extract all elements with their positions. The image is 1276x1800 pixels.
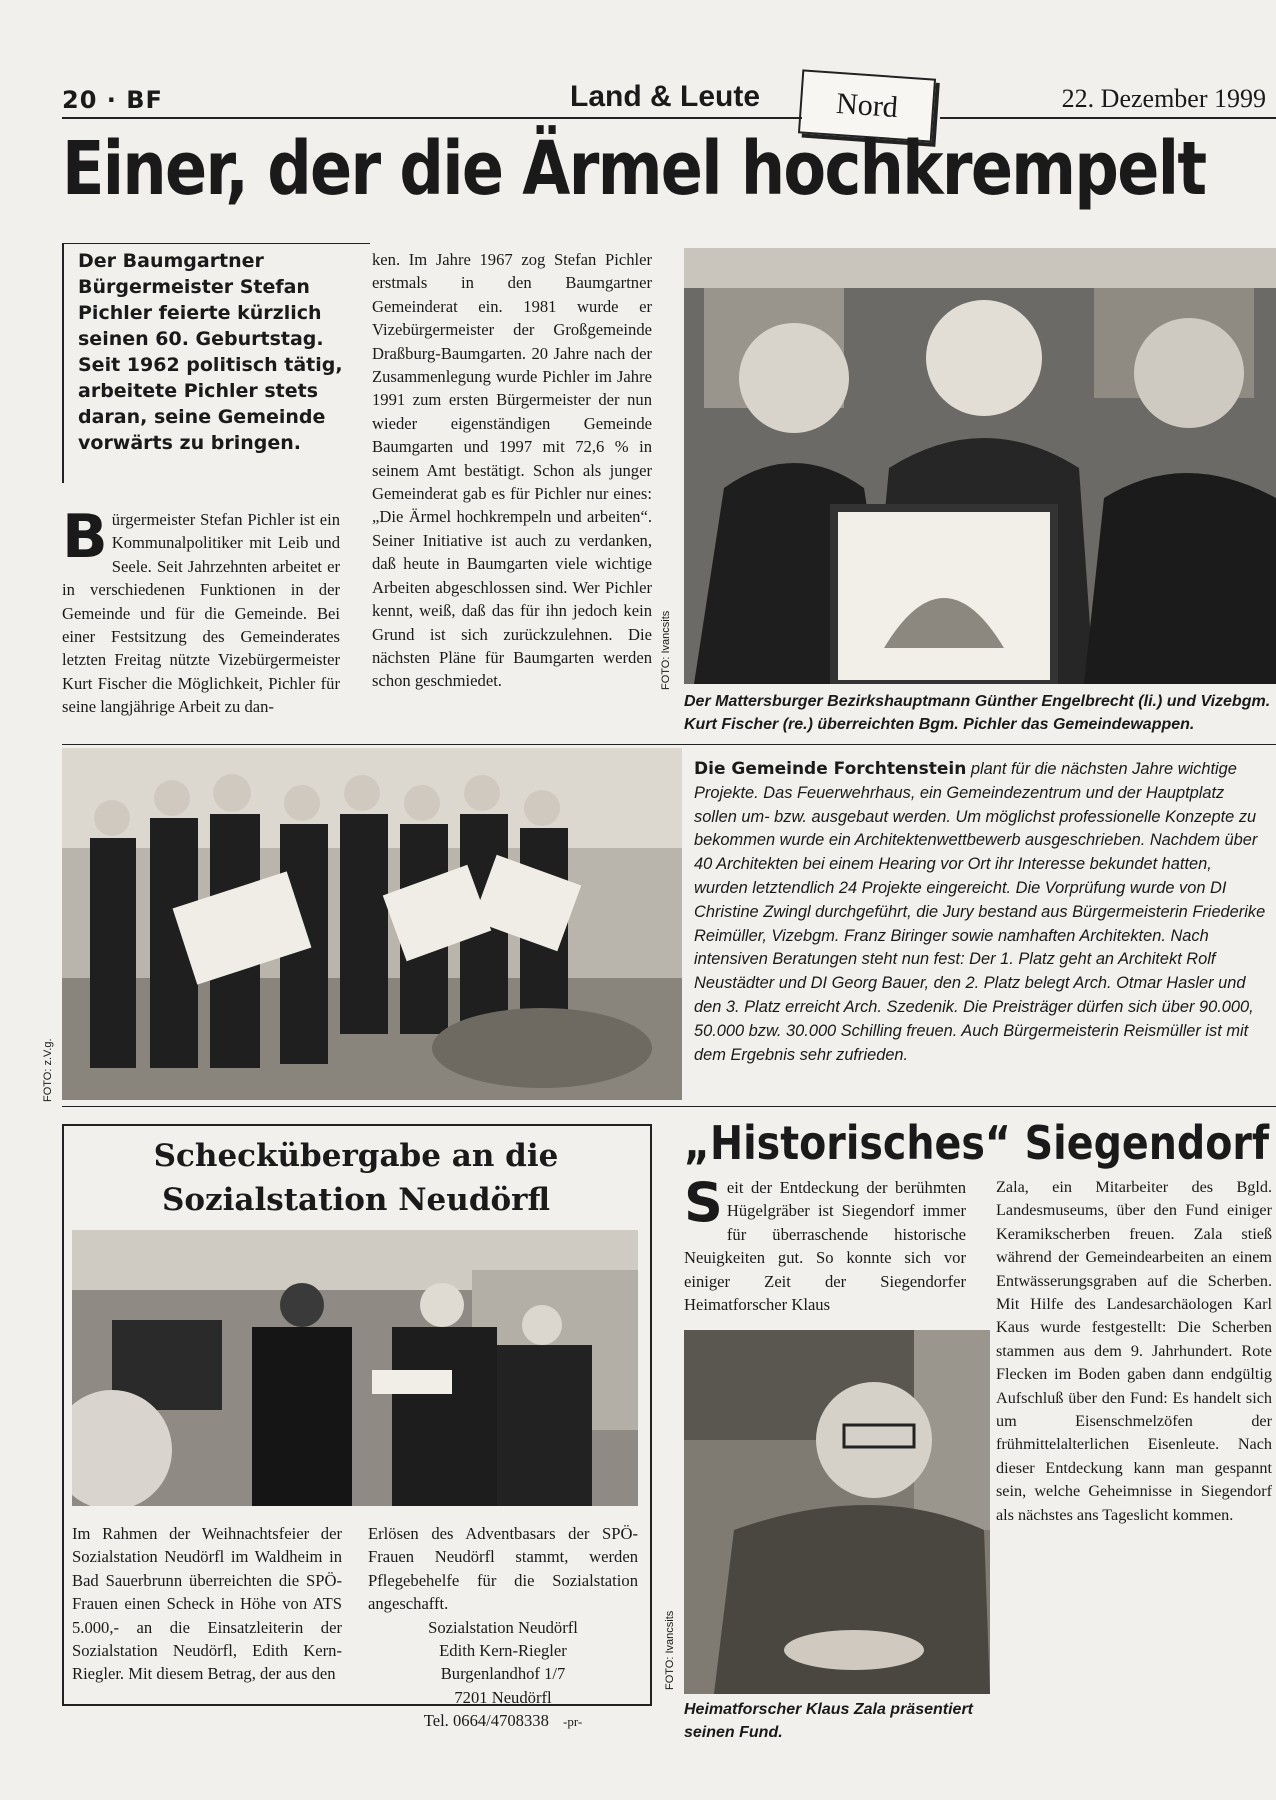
article3-title [64,1134,648,1222]
article2-text [694,758,1270,1067]
address-phone: Tel. 0664/4708338 [423,1711,549,1731]
architects-photo-image [62,748,682,1100]
mayor-photo-image [684,248,1276,684]
article3-address [368,1616,638,1734]
architects-photo [62,748,682,1100]
article1-headline: Einer, der die Ärmel hochkrempelt [62,126,1206,212]
article2-body: plant für die nächsten Jahre wichtige Projekte. Das Feuerwehrhaus, ein Gemeindezentrum und der Hauptplatz sollen um- bzw. ausgebaut werden. Um möglichst professionelle Konzepte zu bekommen wurde ein Architektenwettbewerb ausgeschrieben. Nachdem über 40 Architekten bei einem Hearing vor Ort ihr Interesse bekundet hatten, wurden letztendlich 24 Projekte eingereicht. Die Vorprüfung wurde von DI Christine Zwingl durchgeführt, die Jury bestand aus Bürgermeisterin Friederike Reimüller, Vizebgm. Franz Biringer sowie namhaften Architekten. Nach intensiven Beratungen steht nun fest: Der 1. Platz geht an Architekt Rolf Neustädter und DI Georg Bauer, den 2. Platz belegt Arch. Otmar Hasler und den 3. Platz erreicht Arch. Szedenik. Die Preisträger dürfen sich über 90.000, 50.000 bzw. 30.000 Schilling freuen. Auch Bürgermeisterin Reismüller ist mit dem Ergebnis sehr zufrieden. [694,760,1266,1064]
article4-column-2: Zala, ein Mitarbeiter des Bgld. Landesmuseums, über den Fund einiger Keramikscherben freuen. Zala stieß während der Gemeindearbeiten an einem Entwässerungsgraben auf die Scherben. Mit Hilfe des Landesarchäologen Karl Kaus wurde festgestellt: Die Scherben stammen aus dem 9. Jahrhundert. Rote Flecken im Boden gaben dann endgültig Aufschluß über den Fund: Es handelt sich um Eisenschmelzöfen der frühmittelalterlichen Eisenleute. Nach dieser Entdeckung kann man gespannt sein, welche Geheimnisse in Siegendorf als nächstes ans Tageslicht kommen. [996,1178,1272,1524]
article1-lead: Der Baumgartner Bürgermeister Stefan Pichler feierte kürzlich seinen 60. Geburtstag. Seit 1962 politisch tätig, arbeitete Pichler stets daran, seine Gemeinde vorwärts zu bringen. [78,250,343,454]
header-rule-left [62,117,802,119]
article4-column-1 [684,1171,966,1316]
article1-column-1 [62,502,340,719]
section-rule-2 [62,1106,1276,1107]
issue-date: 22. Dezember 1999 [1061,84,1266,113]
cheque-photo-image [72,1230,638,1506]
address-line-2: Edith Kern-Riegler [439,1641,567,1661]
article1-photo-credit: FOTO: Ivancsits [660,610,672,690]
article1-column-2 [372,248,652,693]
article3-column-1: Im Rahmen der Weihnachtsfeier der Sozialstation Neudörfl im Waldheim in Bad Sauerbrunn überreichten die SPÖ-Frauen einen Scheck in Höhe von ATS 5.000,- an die Einsatzleiterin der Sozialstation Neudörfl, Edith Kern-Riegler. Mit diesem Betrag, der aus den [72,1524,342,1684]
zala-photo [684,1330,990,1694]
article4-dropcap: S [684,1171,723,1234]
address-line-1: Sozialstation Neudörfl [428,1617,578,1637]
article1-col2-text: ken. Im Jahre 1967 zog Stefan Pichler erstmals in den Baumgartner Gemeinderat ein. 1981 wurde er Vizebürgermeister der Großgemeinde Draßburg-Baumgarten. 20 Jahre nach der Zusammenlegung wurde Pichler im Jahre 1991 zum ersten Bürgermeister der nun wieder eigenständigen Gemeinde Baumgarten und 1997 mit 72,6 % in seinem Amt bestätigt. Schon als junger Gemeinderat gab es für Pichler nur eines: „Die Ärmel hochkrempeln und arbeiten“. Seiner Initiative ist auch zu verdanken, daß heute in Baumgarten viele wichtige Arbeiten abgeschlossen sind. Wer Pichler kennt, weiß, daß das für ihn jedoch kein Grund ist sich zurückzulehnen. Die nächsten Pläne für Baumgarten werden schon geschmiedet. [372,250,652,691]
address-line-4: 7201 Neudörfl [454,1687,552,1707]
article2-title: Die Gemeinde Forchtenstein [694,759,967,779]
article4-photo-caption: Heimatforscher Klaus Zala präsentiert seinen Fund. [684,1701,973,1741]
lead-rule [62,243,370,244]
article3-title-line2: Sozialstation Neudörfl [161,1182,551,1218]
cheque-photo [72,1230,638,1506]
section-title: Land & Leute [570,80,761,113]
article4-photo-credit: FOTO: Ivancsits [664,1610,676,1690]
page-label: 20 · BF [62,86,163,114]
article1-col1-text: ürgermeister Stefan Pichler ist ein Kommunalpolitiker mit Leib und Seele. Seit Jahrzehnten arbeitet er in verschiedenen Funktionen in der Gemeinde und für die Gemeinde. Bei einer Festsitzung des Gemeinderates letzten Freitag nützte Vizebürgermeister Kurt Fischer die Möglichkeit, Pichler für seine langjährige Arbeit zu dan- [62,510,340,717]
article4-headline: „Historisches“ Siegendorf [684,1116,1270,1170]
article3-title-line1: Scheckübergabe an die [153,1138,559,1174]
article1-dropcap: B [62,502,108,572]
section-rule-1 [62,744,1276,745]
zala-photo-image [684,1330,990,1694]
region-tag: Nord [798,69,936,142]
article3-signature: -pr- [563,1714,583,1730]
article4-col1-text: eit der Entdeckung der berühmten Hügelgräber ist Siegendorf immer für überraschende historische Neuigkeiten gut. So konnte sich vor einiger Zeit der Siegendorfer Heimatforscher Klaus [684,1178,966,1315]
article3-column-2 [368,1522,638,1734]
address-line-3: Burgenlandhof 1/7 [440,1664,566,1684]
mayor-photo [684,248,1276,684]
header-rule-right [940,117,1276,119]
article1-photo-caption: Der Mattersburger Bezirkshauptmann Günther Engelbrecht (li.) und Vizebgm. Kurt Fischer (re.) überreichten Bgm. Pichler das Gemeindewappen. [684,693,1271,733]
address-line-5 [368,1709,638,1733]
article2-photo-credit: FOTO: z.V.g. [42,1038,54,1102]
article3-col2-text: Erlösen des Adventbasars der SPÖ-Frauen Neudörfl stammt, werden Pflegebehelfe für die Sozialstation angeschafft. [368,1524,638,1614]
